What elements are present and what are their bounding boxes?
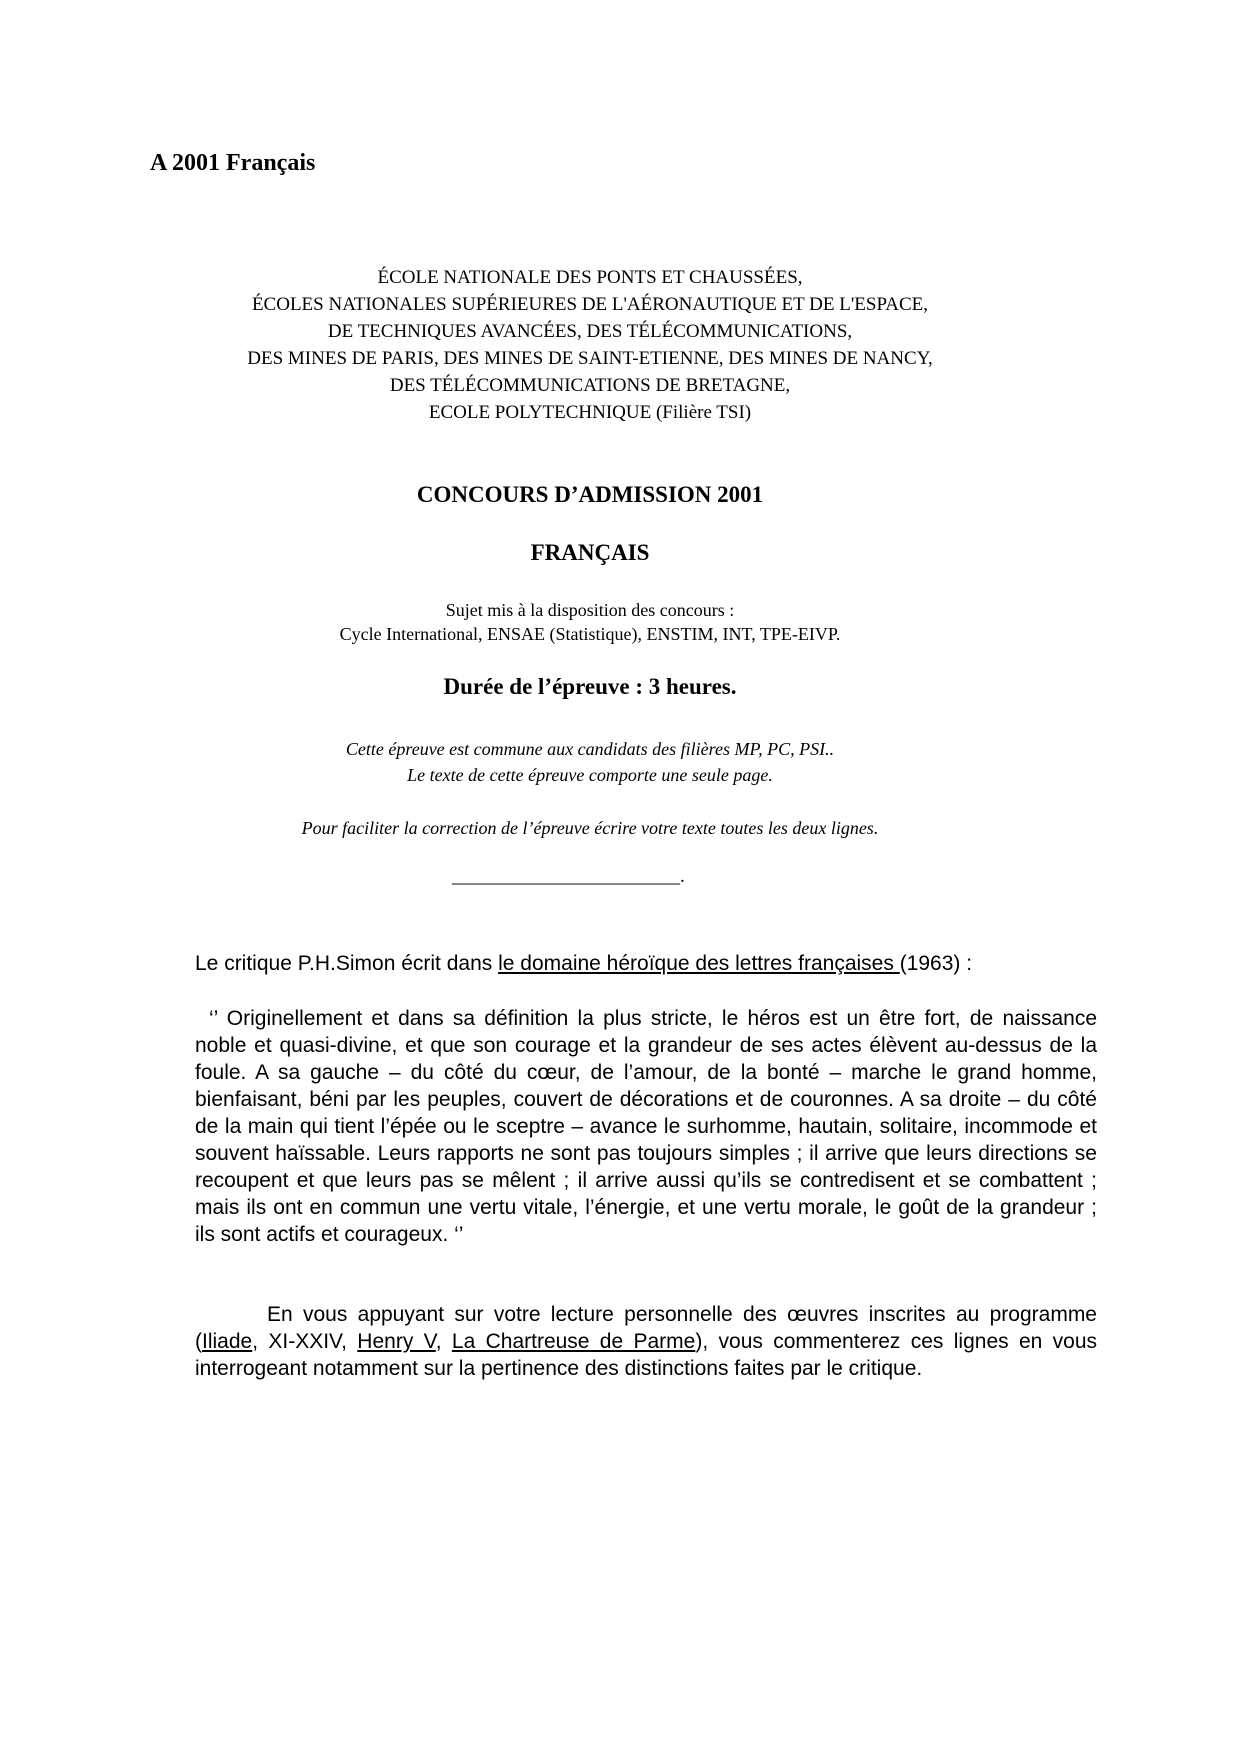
availability-line: Cycle International, ENSAE (Statistique), ENSTIM, INT, TPE-EIVP. xyxy=(339,624,841,644)
exam-title: CONCOURS D’ADMISSION 2001 xyxy=(416,482,764,507)
question-paragraph xyxy=(195,1301,1097,1382)
work-title-iliade: Iliade xyxy=(202,1330,253,1353)
school-line: DES TÉLÉCOMMUNICATIONS DE BRETAGNE, xyxy=(389,375,791,396)
availability-line: Sujet mis à la disposition des concours : xyxy=(445,600,735,620)
book-title: le domaine héroïque des lettres françaises xyxy=(498,952,900,975)
question-text: ), vous commenterez ces lignes en vous interrogeant notamment sur la pertinence des distinctions faites par le critique. xyxy=(195,1330,1097,1380)
exam-notes xyxy=(0,736,1180,788)
schools-list xyxy=(0,264,1180,426)
intro-year: (1963) : xyxy=(899,952,973,975)
note-line: Cette épreuve est commune aux candidats des filières MP, PC, PSI.. xyxy=(345,739,835,759)
school-line: ÉCOLE NATIONALE DES PONTS ET CHAUSSÉES, xyxy=(377,267,803,288)
school-line: DES MINES DE PARIS, DES MINES DE SAINT-ETIENNE, DES MINES DE NANCY, xyxy=(247,348,933,369)
availability-block xyxy=(0,598,1180,646)
separator-line: ________________________. xyxy=(452,866,685,887)
school-line: DE TECHNIQUES AVANCÉES, DES TÉLÉCOMMUNICATIONS, xyxy=(327,321,853,342)
quote-paragraph: ‘’ Originellement et dans sa définition la plus stricte, le héros est un être fort, de naissance noble et quasi-divine, et que son courage et la grandeur de ses actes élèvent au-dessus de la foule. A sa gauche – du côté du cœur, de l’amour, de la bonté – marche le grand homme, bienfaisant, béni par les peuples, couvert de décorations et de couronnes. A sa droite – du côté de la main qui tient l’épée ou le sceptre – avance le surhomme, hautain, solitaire, incommode et souvent haïssable. Leurs rapports ne sont pas toujours simples ; il arrive que leurs directions se recoupent et que leurs pas se mêlent ; il arrive aussi qu’ils se contredisent et se combattent ; mais ils ont en commun une vertu vitale, l’énergie, et une vertu morale, le goût de la grandeur ; ils sont actifs et courageux. ‘’ xyxy=(195,1007,1097,1246)
school-line: ECOLE POLYTECHNIQUE (Filière TSI) xyxy=(428,402,752,423)
question-text: En vous appuyant sur votre lecture personnelle des œuvres inscrites au programme ( xyxy=(195,1303,1097,1353)
work-title-henry-v: Henry V xyxy=(357,1330,436,1353)
intro-sentence xyxy=(195,952,972,976)
exam-duration: Durée de l’épreuve : 3 heures. xyxy=(443,674,737,699)
school-line: ÉCOLES NATIONALES SUPÉRIEURES DE L'AÉRONAUTIQUE ET DE L'ESPACE, xyxy=(251,294,929,315)
intro-text: Le critique P.H.Simon écrit dans xyxy=(195,952,499,975)
writing-instruction: Pour faciliter la correction de l’épreuve écrire votre texte toutes les deux lignes. xyxy=(301,818,879,838)
exam-code-heading: A 2001 Français xyxy=(150,150,316,176)
question-text: , XI-XXIV, xyxy=(252,1330,358,1353)
note-line: Le texte de cette épreuve comporte une seule page. xyxy=(407,765,773,785)
question-text: , xyxy=(435,1330,452,1353)
work-title-chartreuse: La Chartreuse de Parme xyxy=(451,1330,696,1353)
exam-subject: FRANÇAIS xyxy=(530,540,650,565)
